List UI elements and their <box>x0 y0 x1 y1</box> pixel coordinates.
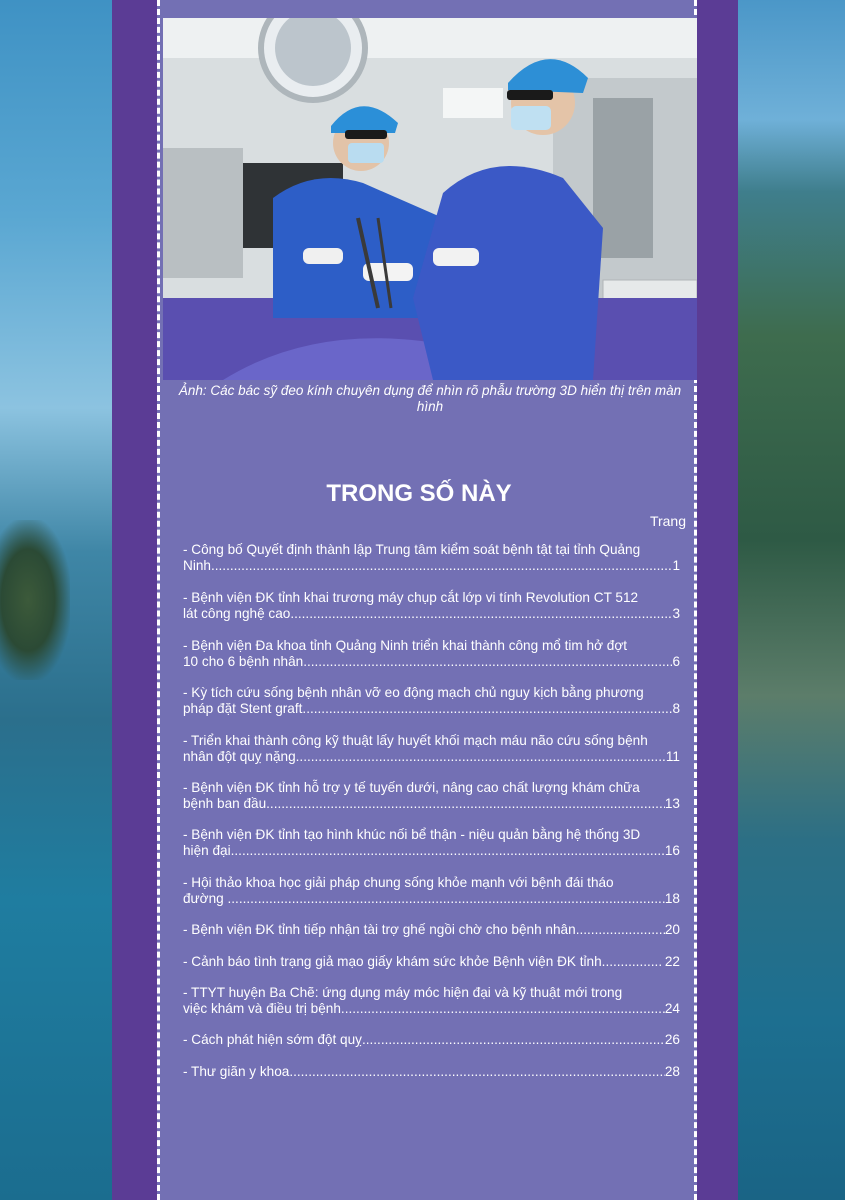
toc-entry[interactable] <box>183 638 680 670</box>
toc-entry-title-line: - Bệnh viện ĐK tỉnh hỗ trợ y tế tuyến dưới, nâng cao chất lượng khám chữa <box>183 780 640 795</box>
photo-caption: Ảnh: Các bác sỹ đeo kính chuyên dụng để nhìn rõ phẫu trường 3D hiển thị trên màn hình <box>178 383 682 414</box>
toc-entry-page-number: 20 <box>664 922 680 937</box>
toc-entry-page-number: 6 <box>672 654 680 669</box>
background-sea-right <box>735 0 845 1200</box>
toc-entry-title-line: - TTYT huyện Ba Chẽ: ứng dụng máy móc hiện đại và kỹ thuật mới trong <box>183 985 623 1000</box>
toc-entry-title-end: pháp đặt Stent graft <box>183 701 303 716</box>
toc-entry-title-end: đường <box>183 891 228 906</box>
toc-entry-leader-line <box>183 701 680 717</box>
toc-entry-title-end: - Bệnh viện ĐK tỉnh tiếp nhận tài trợ ghế ngồi chờ cho bệnh nhân <box>183 922 576 937</box>
background-cliff <box>0 520 70 680</box>
toc-entry-dots <box>302 701 672 717</box>
toc-entry-page-number: 1 <box>672 558 680 573</box>
toc-entry-title-end: lát công nghệ cao <box>183 606 291 621</box>
toc-entry-title-line: - Công bố Quyết định thành lập Trung tâm kiểm soát bệnh tật tại tỉnh Quảng <box>183 542 641 557</box>
toc-entry-leader-line <box>183 1032 680 1048</box>
toc-entry-title-end: Ninh <box>183 558 211 573</box>
toc-entry-leader-line <box>183 1001 680 1017</box>
toc-entry-title-end: - Cách phát hiện sớm đột quỵ <box>183 1032 362 1047</box>
toc-entry-title-line: - Hội thảo khoa học giải pháp chung sống khỏe mạnh với bệnh đái tháo <box>183 875 614 890</box>
toc-entry-dots <box>231 843 665 859</box>
toc-entry[interactable] <box>183 827 680 859</box>
background-sea-left <box>0 0 118 1200</box>
toc-entry-leader-line <box>183 558 680 574</box>
toc-entry[interactable] <box>183 985 680 1017</box>
toc-entry-page-number: 8 <box>672 701 680 716</box>
toc-entry-dots <box>341 1001 665 1017</box>
toc-entry-dots <box>211 558 672 574</box>
toc-entry-page-number: 26 <box>664 1032 680 1047</box>
toc-entry-dots <box>362 1032 665 1048</box>
toc-entry-page-number: 16 <box>664 843 680 858</box>
toc-entry-dots <box>266 796 665 812</box>
toc-entry-title-line: - Bệnh viện ĐK tỉnh tạo hình khúc nối bể thận - niệu quản bằng hệ thống 3D <box>183 827 641 842</box>
toc-entry-title-line: - Kỳ tích cứu sống bệnh nhân vỡ eo động mạch chủ nguy kịch bằng phương <box>183 685 644 700</box>
toc-entry-page-number: 3 <box>672 606 680 621</box>
toc-entry-leader-line <box>183 654 680 670</box>
toc-entry-dots <box>303 654 672 670</box>
toc-entry-page-number: 18 <box>664 891 680 906</box>
toc-entry-page-number: 28 <box>664 1064 680 1079</box>
toc-entry-dots <box>296 749 666 765</box>
toc-entry-title-end: - Cảnh báo tình trạng giả mạo giấy khám sức khỏe Bệnh viện ĐK tỉnh <box>183 954 602 969</box>
toc-entry[interactable] <box>183 875 680 907</box>
toc-entry-leader-line <box>183 749 680 765</box>
toc-entry-leader-line <box>183 843 680 859</box>
toc-entry[interactable] <box>183 1032 680 1048</box>
toc-entry[interactable] <box>183 922 680 938</box>
toc-entry-leader-line <box>183 796 680 812</box>
toc-entry-dots <box>289 1064 665 1080</box>
toc-entry[interactable] <box>183 685 680 717</box>
toc-entry-dots <box>290 606 672 622</box>
toc-entry-dots <box>602 954 661 970</box>
toc-entry-leader-line <box>183 891 680 907</box>
toc-entry-title-line: - Bệnh viện ĐK tỉnh khai trương máy chụp cắt lớp vi tính Revolution CT 512 <box>183 590 639 605</box>
toc-entry-dots <box>576 922 665 938</box>
toc-entry-title-end: nhân đột quỵ nặng <box>183 749 296 764</box>
surgery-photo <box>163 18 697 380</box>
toc-entry-leader-line <box>183 606 680 622</box>
toc-entry-title-line: - Bệnh viện Đa khoa tỉnh Quảng Ninh triển khai thành công mổ tim hở đợt <box>183 638 628 653</box>
toc-entry-title-end: bệnh ban đầu <box>183 796 267 811</box>
toc-entry[interactable] <box>183 733 680 765</box>
toc-entry-dots <box>227 891 664 907</box>
toc-entry-leader-line <box>183 922 680 938</box>
toc-page-header: Trang <box>649 513 686 529</box>
toc-entry[interactable] <box>183 542 680 574</box>
surgery-photo-illustration <box>163 18 697 380</box>
toc-entry[interactable] <box>183 590 680 622</box>
toc-entry-title-end: hiện đại <box>183 843 231 858</box>
toc-entry-leader-line <box>183 954 680 970</box>
toc-entry-title-end: việc khám và điều trị bệnh <box>183 1001 341 1016</box>
toc-entry-page-number: 24 <box>664 1001 680 1016</box>
toc-entry-title-end: 10 cho 6 bệnh nhân <box>183 654 304 669</box>
toc-entry-title-line: - Triển khai thành công kỹ thuật lấy huyết khối mạch máu não cứu sống bệnh <box>183 733 648 748</box>
toc-entry-page-number: 13 <box>664 796 680 811</box>
toc-entry-page-number: 11 <box>665 749 680 764</box>
toc-entry[interactable] <box>183 954 680 970</box>
toc-entry-page-number: 22 <box>661 954 680 969</box>
toc-entry[interactable] <box>183 1064 680 1080</box>
toc-entry-leader-line <box>183 1064 680 1080</box>
toc-entry-title-end: - Thư giãn y khoa <box>183 1064 290 1079</box>
toc-title: TRONG SỐ NÀY <box>326 480 512 507</box>
toc-entry[interactable] <box>183 780 680 812</box>
